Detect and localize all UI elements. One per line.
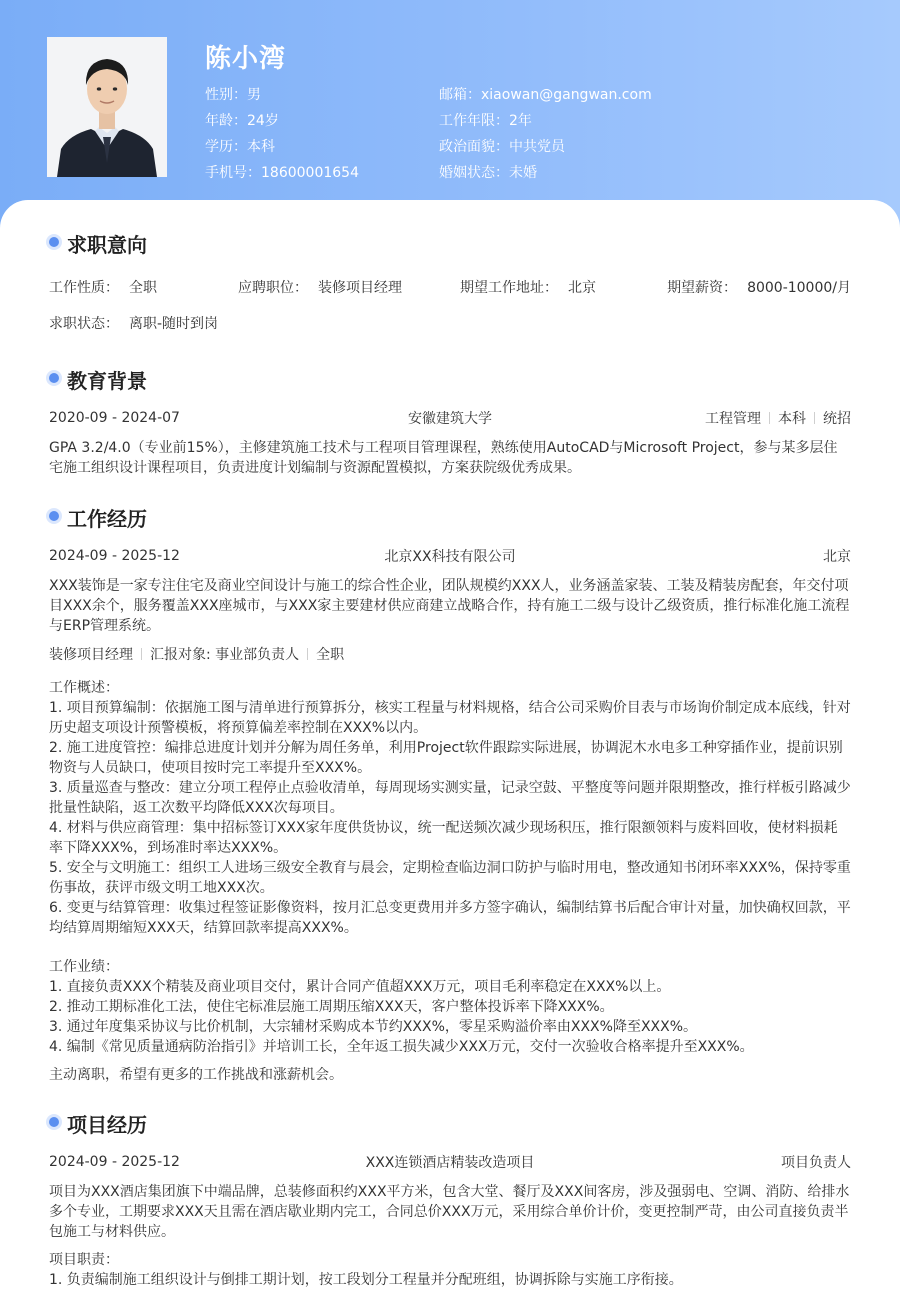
intent-value: 全职 (129, 280, 157, 296)
work-overview-item: 1. 项目预算编制：依据施工图与清单进行预算拆分，核实工程量与材料规格，结合公司采购价目表与市场询价制定成本底线，针对历史超支项设计预警模板，将预算偏差率控制在XXX%以内。 (49, 700, 851, 736)
work-achievement-item: 1. 直接负责XXX个精装及商业项目交付，累计合同产值超XXX万元，项目毛利率稳定在XXX%以上。 (49, 979, 671, 995)
info-phone (205, 162, 359, 182)
section-title-work (49, 503, 147, 532)
section-title-text: 教育背景 (67, 369, 147, 393)
section-title-education (49, 365, 147, 394)
info-label: 工作年限： (439, 113, 509, 129)
education-period: 2020-09 - 2024-07 (49, 410, 180, 426)
info-value: 未婚 (509, 165, 537, 181)
work-period: 2024-09 - 2025-12 (49, 548, 180, 564)
info-marital-status (439, 162, 537, 182)
work-city: 北京 (823, 549, 851, 565)
education-desc-text: GPA 3.2/4.0（专业前15%），主修建筑施工技术与工程项目管理课程，熟练使用AutoCAD与Microsoft Project，参与某多层住宅施工组织设计课程项目，负责进度计划编制与资源配置模拟，方案获院级优秀成果。 (49, 440, 838, 476)
project-duty-item: 1. 负责编制施工组织设计与倒排工期计划，按工段划分工程量并分配班组，协调拆除与实施工序衔接。 (49, 1272, 683, 1288)
intent-job-type (49, 277, 157, 297)
info-value: 本科 (247, 139, 275, 155)
info-value: xiaowan@gangwan.com (481, 87, 652, 103)
intent-location (460, 277, 596, 297)
project-description (49, 1182, 851, 1242)
work-overview (49, 678, 851, 938)
intent-label: 期望薪资： (667, 280, 738, 296)
intent-position (238, 277, 402, 297)
divider (814, 412, 815, 424)
intent-label: 工作性质： (49, 280, 119, 296)
section-title-text: 求职意向 (67, 233, 147, 257)
education-school: 安徽建筑大学 (408, 411, 492, 427)
work-overview-item: 6. 变更与结算管理：收集过程签证影像资料，按月汇总变更费用并多方签字确认，编制结算书后配合审计对量，加快确权回款，平均结算周期缩短XXX天，结算回款率提高XXX%。 (49, 900, 851, 936)
info-value: 24岁 (247, 113, 279, 129)
candidate-name: 陈小湾 (205, 44, 287, 74)
education-header-row (49, 408, 851, 428)
intent-value: 北京 (568, 280, 596, 296)
divider (307, 648, 308, 660)
work-position: 装修项目经理 (49, 647, 133, 663)
info-age (205, 110, 279, 130)
intent-value: 8000-10000/月 (747, 280, 851, 296)
divider (769, 412, 770, 424)
info-label: 性别： (205, 87, 247, 103)
project-duty-title: 项目职责： (49, 1252, 119, 1268)
intent-value: 离职-随时到岗 (129, 316, 219, 332)
info-label: 婚姻状态： (439, 165, 509, 181)
info-label: 政治面貌： (439, 139, 509, 155)
work-achievements-title: 工作业绩： (49, 959, 119, 975)
info-label: 学历： (205, 139, 247, 155)
education-degree: 本科 (778, 411, 806, 427)
work-achievement-item: 4. 编制《常见质量通病防治指引》并培训工长，全年返工损失减少XXX万元，交付一次验收合格率提升至XXX%。 (49, 1039, 754, 1055)
work-overview-title: 工作概述： (49, 680, 119, 696)
info-label: 年龄： (205, 113, 247, 129)
project-name: XXX连锁酒店精装改造项目 (365, 1155, 535, 1171)
work-report-to: 汇报对象: 事业部负责人 (150, 647, 300, 663)
work-type: 全职 (316, 647, 345, 663)
info-value: 男 (247, 87, 261, 103)
intent-salary (667, 277, 851, 297)
info-value: 2年 (509, 113, 532, 129)
work-overview-item: 4. 材料与供应商管理：集中招标签订XXX家年度供货协议，统一配送频次减少现场积压，推行限额领料与废料回收，使材料损耗率下降XXX%，到场准时率达XXX%。 (49, 820, 838, 856)
work-overview-item: 5. 安全与文明施工：组织工人进场三级安全教育与晨会，定期检查临边洞口防护与临时用电，整改通知书闭环率XXX%，保持零重伤事故，获评市级文明工地XXX次。 (49, 860, 851, 896)
work-leave-reason-text: 主动离职，希望有更多的工作挑战和涨薪机会。 (49, 1067, 343, 1083)
project-duties (49, 1250, 851, 1290)
intent-label: 求职状态： (49, 316, 119, 332)
bullet-dot-icon (49, 237, 59, 247)
info-work-years (439, 110, 532, 130)
project-role: 项目负责人 (781, 1155, 851, 1171)
bullet-dot-icon (49, 1117, 59, 1127)
education-major: 工程管理 (705, 411, 761, 427)
work-achievements (49, 957, 851, 1057)
work-header-row (49, 546, 851, 566)
intent-label: 应聘职位： (238, 280, 308, 296)
section-title-text: 工作经历 (67, 507, 147, 531)
bullet-dot-icon (49, 373, 59, 383)
info-label: 邮箱： (439, 87, 481, 103)
info-political-status (439, 136, 565, 156)
work-company-desc-text: XXX装饰是一家专注住宅及商业空间设计与施工的综合性企业，团队规模约XXX人，业务涵盖家装、工装及精装房配套，年交付项目XXX余个，服务覆盖XXX座城市，与XXX家主要建材供应商建立战略合作，持有施工二级与设计乙级资质，推行标准化施工流程与ERP管理系统。 (49, 578, 850, 634)
section-title-project (49, 1109, 147, 1138)
project-header-row (49, 1152, 851, 1172)
info-value: 18600001654 (261, 165, 359, 181)
work-company-description (49, 576, 851, 636)
profile-photo (47, 37, 167, 177)
project-desc-text: 项目为XXX酒店集团旗下中端品牌，总装修面积约XXX平方米，包含大堂、餐厅及XXX间客房，涉及强弱电、空调、消防、给排水多个专业，工期要求XXX天且需在酒店歇业期内完工，合同总价XXX万元，采用综合单价计价，变更控制严苛，由公司直接负责半包施工与材料供应。 (49, 1184, 850, 1240)
section-title-intent (49, 229, 147, 258)
project-period: 2024-09 - 2025-12 (49, 1154, 180, 1170)
intent-value: 装修项目经理 (318, 280, 402, 296)
work-overview-item: 2. 施工进度管控：编排总进度计划并分解为周任务单，利用Project软件跟踪实际进展，协调泥木水电多工种穿插作业，提前识别物资与人员缺口，使项目按时完工率提升至XXX%。 (49, 740, 843, 776)
divider (141, 648, 142, 660)
info-value: 中共党员 (509, 139, 565, 155)
education-description (49, 438, 851, 478)
info-email (439, 84, 652, 104)
education-tags (705, 408, 851, 428)
info-label: 手机号： (205, 165, 261, 181)
info-gender (205, 84, 261, 104)
work-overview-item: 3. 质量巡查与整改：建立分项工程停止点验收清单，每周现场实测实量，记录空鼓、平整度等问题并限期整改，推行样板引路减少批量性缺陷，返工次数平均降低XXX次每项目。 (49, 780, 851, 816)
intent-status (49, 313, 851, 333)
work-tags (49, 644, 851, 664)
intent-label: 期望工作地址： (460, 280, 558, 296)
person-photo-illustration (47, 37, 167, 177)
work-company: 北京XX科技有限公司 (384, 549, 516, 565)
work-leave-reason (49, 1065, 851, 1085)
section-title-text: 项目经历 (67, 1113, 147, 1137)
work-achievement-item: 3. 通过年度集采协议与比价机制，大宗辅材采购成本节约XXX%，零星采购溢价率由XXX%降至XXX%。 (49, 1019, 698, 1035)
info-education (205, 136, 275, 156)
bullet-dot-icon (49, 511, 59, 521)
education-enrollment-type: 统招 (823, 411, 851, 427)
work-achievement-item: 2. 推动工期标准化工法，使住宅标准层施工周期压缩XXX天，客户整体投诉率下降XXX%。 (49, 999, 614, 1015)
